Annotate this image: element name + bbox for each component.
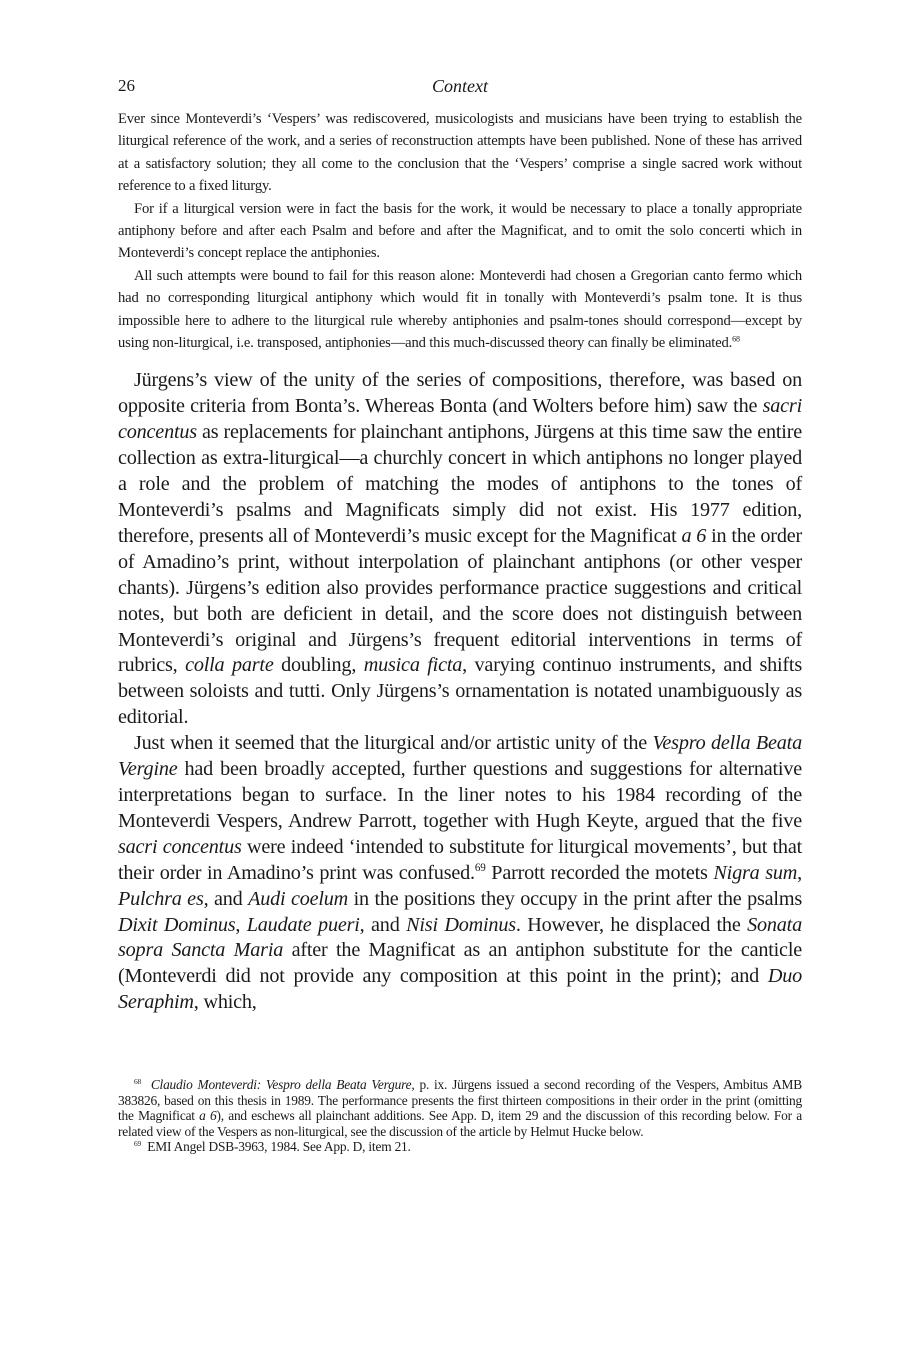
footnote-69: $^{69}$ EMI Angel DSB-3963, 1984. See App. D, item 21. [134, 1139, 411, 1155]
footnote-number: 69 [134, 1139, 141, 1149]
running-head [118, 74, 802, 100]
quote-paragraph: For if a liturgical version were in fact the basis for the work, it would be necessary to place a tonally appropriate antiphony before and after each Psalm and before and after the Magnificat, and to omit the solo concerti which in Monteverdi’s concept replace the antiphonies. [118, 200, 802, 262]
footnote-68: $^{68}$ Claudio Monteverdi: Vespro della Beata Vergure, p. ix. Jürgens issued a second recording of the Vespers, Ambitus AMB 383826, based on this thesis in 1989. The performance presents the first thirteen compositions in their order in the print (omitting the Magnificat a 6), and eschews all plainchant additions. See App. D, item 29 and the discussion of this recording below. For a related view of the Vespers as non-liturgical, see the discussion of the article by Helmut Hucke below. [118, 1076, 802, 1139]
body-paragraph: Just when it seemed that the liturgical and/or artistic unity of the Vespro della Beata Vergine had been broadly accepted, further questions and suggestions for alternative interpretations began to surface. In the liner notes to his 1984 recording of the Monteverdi Vespers, Andrew Parrott, together with Hugh Keyte, argued that the five sacri concentus were indeed ‘intended to substitute for liturgical movements’, but that their order in Amadino’s print was confused.$^{69}$ Parrott recorded the motets Nigra sum, Pulchra es, and Audi coelum in the positions they occupy in the print after the psalms Dixit Dominus, Laudate pueri, and Nisi Dominus. However, he displaced the Sonata sopra Sancta Maria after the Magnificat as an antiphon substitute for the canticle (Monteverdi did not provide any composition at this point in the print); and Duo Seraphim, which, [118, 732, 803, 1014]
body-paragraph: Jürgens’s view of the unity of the series of compositions, therefore, was based on opposite criteria from Bonta’s. Whereas Bonta (and Wolters before him) saw the sacri concentus as replacements for plainchant antiphons, Jürgens at this time saw the entire collection as extra-liturgical—a churchly concert in which antiphons no longer played a role and the problem of matching the modes of antiphons to the tones of Monteverdi’s psalms and Magnificats simply did not exist. His 1977 edition, therefore, presents all of Monteverdi’s music except for the Magnificat a 6 in the order of Amadino’s print, without interpolation of plainchant antiphons (or other vesper chants). Jürgens’s edition also provides performance practice suggestions and critical notes, but both are deficient in detail, and the score does not distinguish between Monteverdi’s original and Jürgens’s frequent editorial interventions in terms of rubrics, colla parte doubling, musica ficta, varying continuo instruments, and shifts between soloists and tutti. Only Jürgens’s ornamentation is notated unambiguously as editorial. [118, 369, 803, 729]
page-number: 26 [118, 76, 135, 95]
block-quote [118, 108, 802, 354]
footnote-ref[interactable]: 69 [474, 861, 486, 874]
body-text [118, 368, 802, 1016]
quote-paragraph: Ever since Monteverdi’s ‘Vespers’ was rediscovered, musicologists and musicians have been trying to establish the liturgical reference of the work, and a series of reconstruction attempts have been published. None of these has arrived at a satisfactory solution; they all come to the conclusion that the ‘Vespers’ comprise a single sacred work without reference to a fixed liturgy. [118, 111, 802, 195]
footnotes [118, 1077, 802, 1155]
footnote-ref[interactable]: 68 [732, 334, 740, 344]
running-title: Context [432, 76, 488, 96]
quote-paragraph: All such attempts were bound to fail for this reason alone: Monteverdi had chosen a Gregorian canto fermo which had no corresponding liturgical antiphony which would fit in tonally with Monteverdi’s psalm tone. It is thus impossible here to adhere to the liturgical rule whereby antiphonies and psalm-tones should correspond—except by using non-liturgical, i.e. transposed, antiphonies—and this much-discussed theory can finally be eliminated.$^{68}$ [118, 267, 802, 352]
footnote-number: 68 [134, 1076, 141, 1086]
page [118, 74, 802, 1016]
